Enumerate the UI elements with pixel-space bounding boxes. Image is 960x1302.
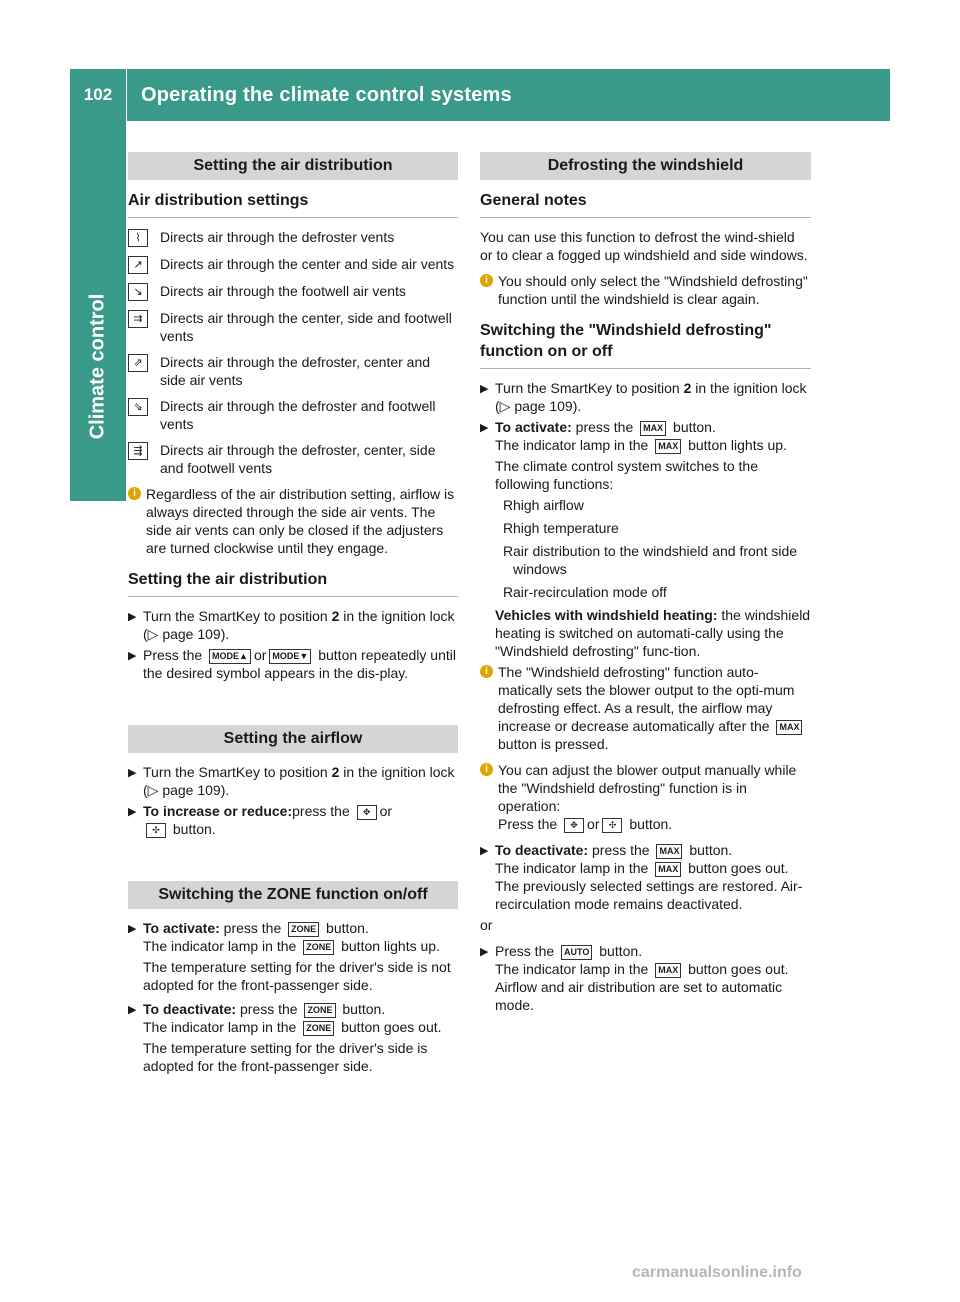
step-arrow-icon: ▶ <box>128 767 137 779</box>
info-note: i Regardless of the air distribution setting, airflow is always directed through the side air vents. The side air vents can only be closed if the adjusters are turned clockwise until they engage. <box>128 485 458 557</box>
chapter-side-tab <box>70 121 126 501</box>
setting-row <box>128 397 458 433</box>
defrost-max-key-icon: MAX <box>776 720 802 735</box>
fan-up-key-icon: ✥ <box>564 818 584 833</box>
step-arrow-icon: ▶ <box>128 1004 137 1016</box>
or-text: or <box>480 917 493 933</box>
defrost-max-key-icon: MAX <box>655 439 681 454</box>
step-arrow-icon: ▶ <box>128 923 137 935</box>
setting-description: Directs air through the footwell air vents <box>160 283 406 299</box>
center-side-vent-icon: ↗ <box>128 256 148 274</box>
paragraph: You can use this function to defrost the wind-shield or to clear a fogged up windshield and side windows. <box>480 229 808 263</box>
setting-row <box>128 228 458 247</box>
step-arrow-icon: ▶ <box>128 650 137 662</box>
subheading-defrost-switch: Switching the "Windshield defrosting" function on or off <box>480 320 811 369</box>
bullet-icon: R <box>503 584 514 600</box>
instruction-step: ▶ To activate: press the MAX button. The indicator lamp in the MAX button lights up. <box>480 419 787 453</box>
info-note: i The "Windshield defrosting" function auto-matically sets the blower output to the opti-mum defrosting effect. As a result, the airflow may increase or decrease automatically after the MAX button is pressed. <box>480 663 811 753</box>
footwell-vent-icon: ↘ <box>128 283 148 301</box>
right-column: Defrosting the windshield General notes You can use this function to defrost the wind-shield or to clear a fogged up windshield and side windows. i You should only select the "Windshield defrosting" function until the windshield is clear again. Switching the "Windshield defrosting" function on or off ▶ Turn the SmartKey to position 2 in the ignition lock (▷ page 109). ▶ To activate: press the MAX button. The indicator lamp in the MAX button lights up. The climate control system switches to the following functions: R high airflow R high temperature R air distribution to the windshield and front side windows R air-recirculation mode off Vehicles with windshield heating: the windshield heating is switched on automati-cally using the "Windshield defrosting" func-tion. i The "Windshield defrosting" function auto-matically sets the blower output to the opti-mum defrosting effect. As a result, the airflow may increase or decrease automatically after the MAX button is pressed. i You can adjust the blower output manually while the "Windshield defrosting" function is in operation: Press the ✥ or ✣ button. ▶ To deactivate: press the MAX button. The indicator lamp in the MAX button goes out. The previously selected settings are restored. Air-recirculation mode remains deactivated. or ▶ Press the AUTO button. The indicator lamp in the MAX button goes out. Airflow and air distribution are set to automatic mode. <box>480 152 811 1017</box>
info-icon: i <box>480 665 493 678</box>
list-item: R high temperature <box>503 520 619 536</box>
instruction-step: ▶ Turn the SmartKey to position 2 in the ignition lock (▷ page 109). <box>480 380 807 414</box>
mode-down-key-icon: MODE▼ <box>269 649 311 664</box>
instruction-step: ▶ To increase or reduce:press the ✥ or ✣ button. <box>128 803 393 837</box>
zone-key-icon: ZONE <box>303 940 334 955</box>
instruction-step: ▶ Turn the SmartKey to position 2 in the ignition lock (▷ page 109). <box>128 764 455 798</box>
step-arrow-icon: ▶ <box>480 422 489 434</box>
fan-down-key-icon: ✣ <box>146 823 166 838</box>
instruction-step: ▶ To deactivate: press the MAX button. The indicator lamp in the MAX button goes out. The previously selected settings are restored. Air-recirculation mode remains deactivated. <box>480 842 803 912</box>
left-column: Setting the air distribution Air distribution settings ⌇ Directs air through the defroster vents ↗ Directs air through the center and side air vents ↘ Directs air through the footwell air vents ⇉ Directs air through the center, side and footwell vents ⇗ Directs air through the defroster, center and side air vents ⇘ Directs air through the defroster and footwell vents ⇶ Directs air through the defroster, center, side and footwell vents i Regardless of the air distribution setting, airflow is always directed through the side air vents. The side air vents can only be closed if the adjusters are turned clockwise until they engage. Setting the air distribution ▶ Turn the SmartKey to position 2 in the ignition lock (▷ page 109). ▶ Press the MODE▲ or MODE▼ button repeatedly until the desired symbol appears in the dis-play. Setting the airflow ▶ Turn the SmartKey to position 2 in the ignition lock (▷ page 109). ▶ To increase or reduce:press the ✥ or ✣ button. Switching the ZONE function on/off ▶ To activate: press the ZONE button. The indicator lamp in the ZONE button lights up. The temperature setting for the driver's side is not adopted for the front-passenger side. ▶ To deactivate: press the ZONE button. The indicator lamp in the ZONE button goes out. The temperature setting for the driver's side is adopted for the front-passenger side. <box>128 152 458 1078</box>
zone-key-icon: ZONE <box>288 922 319 937</box>
step-arrow-icon: ▶ <box>480 383 489 395</box>
section-title-airflow: Setting the airflow <box>128 725 458 753</box>
instruction-step: ▶ To activate: press the ZONE button. The indicator lamp in the ZONE button lights up. <box>128 920 440 954</box>
watermark: carmanualsonline.info <box>632 1264 802 1281</box>
fan-up-key-icon: ✥ <box>357 805 377 820</box>
defrost-vent-icon: ⌇ <box>128 229 148 247</box>
setting-description: Directs air through the defroster, center, side and footwell vents <box>160 442 436 476</box>
list-item: R air distribution to the windshield and front side windows <box>503 543 798 577</box>
bullet-icon: R <box>503 520 514 536</box>
info-icon: i <box>480 763 493 776</box>
mode-up-key-icon: MODE▲ <box>209 649 251 664</box>
defrost-max-key-icon: MAX <box>655 963 681 978</box>
step-arrow-icon: ▶ <box>128 611 137 623</box>
instruction-step: ▶ Press the AUTO button. The indicator lamp in the MAX button goes out. Airflow and air distribution are set to automatic mode. <box>480 943 789 1013</box>
zone-key-icon: ZONE <box>303 1021 334 1036</box>
step-arrow-icon: ▶ <box>480 946 489 958</box>
defrost-max-key-icon: MAX <box>640 421 666 436</box>
setting-row <box>128 353 458 389</box>
setting-description: Directs air through the defroster and footwell vents <box>160 398 436 432</box>
subheading-general-notes: General notes <box>480 190 811 218</box>
functions-list <box>480 496 811 601</box>
defrost-center-side-footwell-vent-icon: ⇶ <box>128 442 148 460</box>
instruction-step: ▶ To deactivate: press the ZONE button. The indicator lamp in the ZONE button goes out. <box>128 1001 442 1035</box>
setting-row <box>128 255 458 274</box>
setting-description: Directs air through the defroster vents <box>160 229 395 245</box>
info-icon: i <box>128 487 141 500</box>
subheading-setting-air-distribution: Setting the air distribution <box>128 569 458 597</box>
setting-row <box>128 309 458 345</box>
fan-down-key-icon: ✣ <box>602 818 622 833</box>
section-title-zone: Switching the ZONE function on/off <box>128 881 458 909</box>
defrost-center-side-vent-icon: ⇗ <box>128 354 148 372</box>
chapter-label: Climate control <box>86 293 109 439</box>
section-title-defrost: Defrosting the windshield <box>480 152 811 180</box>
list-item: R high airflow <box>503 497 584 513</box>
section-title-air-distribution: Setting the air distribution <box>128 152 458 180</box>
header-divider <box>126 69 127 121</box>
center-side-footwell-vent-icon: ⇉ <box>128 310 148 328</box>
page-number: 102 <box>83 85 113 104</box>
step-arrow-icon: ▶ <box>128 806 137 818</box>
info-note: i You can adjust the blower output manually while the "Windshield defrosting" function is in operation: Press the ✥ or ✣ button. <box>480 761 811 833</box>
page-title: Operating the climate control systems <box>141 83 512 106</box>
instruction-step: ▶ Press the MODE▲ or MODE▼ button repeatedly until the desired symbol appears in the dis-play. <box>128 647 456 681</box>
setting-row <box>128 441 458 477</box>
instruction-step: ▶ Turn the SmartKey to position 2 in the ignition lock (▷ page 109). <box>128 608 455 642</box>
step-arrow-icon: ▶ <box>480 845 489 857</box>
auto-key-icon: AUTO <box>561 945 592 960</box>
page-header <box>70 69 890 121</box>
defrost-max-key-icon: MAX <box>655 862 681 877</box>
info-icon: i <box>480 274 493 287</box>
defrost-max-key-icon: MAX <box>656 844 682 859</box>
air-distribution-settings-list <box>128 228 458 477</box>
setting-description: Directs air through the center and side air vents <box>160 256 455 272</box>
list-item: R air-recirculation mode off <box>503 584 667 600</box>
setting-description: Directs air through the defroster, center and side air vents <box>160 354 431 388</box>
bullet-icon: R <box>503 543 514 559</box>
setting-description: Directs air through the center, side and footwell vents <box>160 310 452 344</box>
bullet-icon: R <box>503 497 514 513</box>
setting-row <box>128 282 458 301</box>
defrost-footwell-vent-icon: ⇘ <box>128 398 148 416</box>
subheading-air-distribution-settings: Air distribution settings <box>128 190 458 218</box>
info-note: i You should only select the "Windshield defrosting" function until the windshield is clear again. <box>480 272 811 308</box>
zone-key-icon: ZONE <box>304 1003 335 1018</box>
